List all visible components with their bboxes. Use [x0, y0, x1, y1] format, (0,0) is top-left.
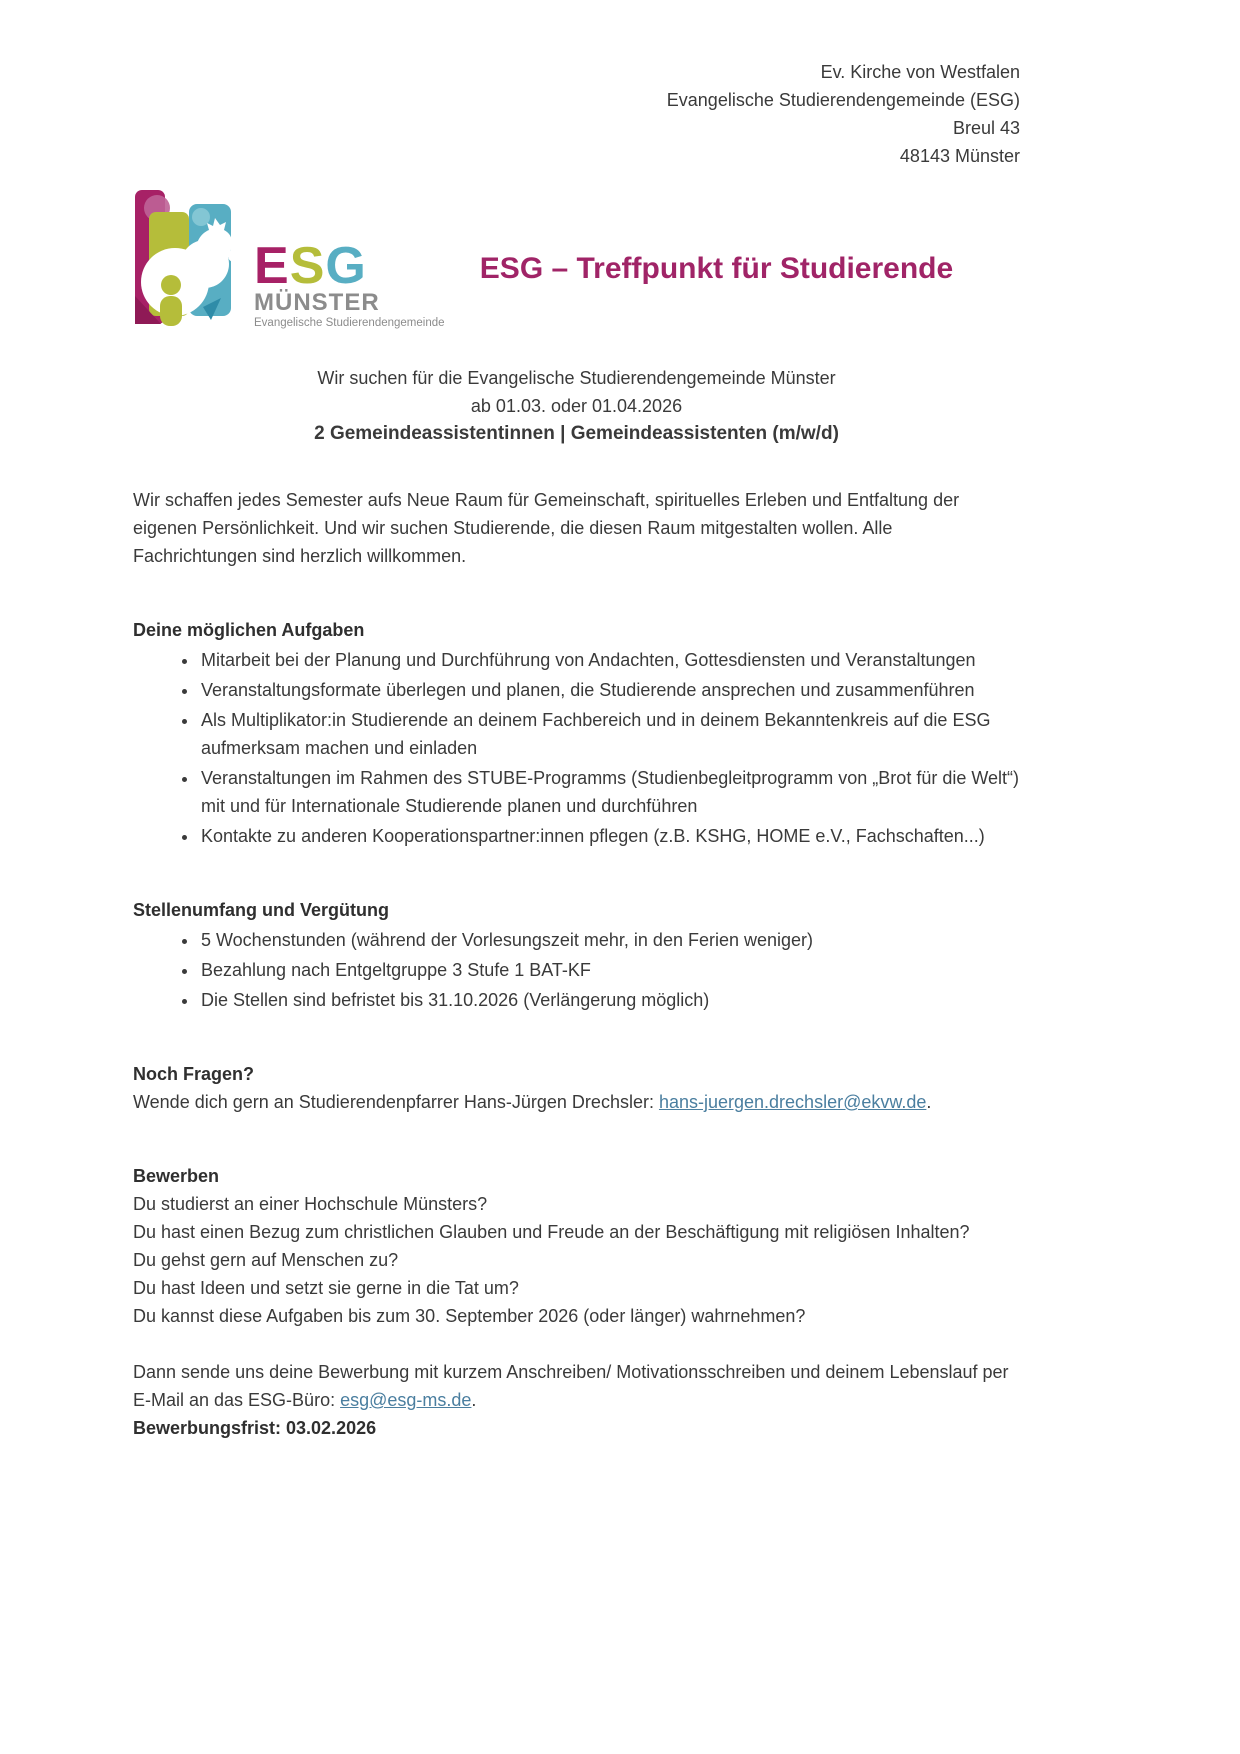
address-line: Breul 43 — [952, 118, 1020, 138]
contact-text-end: . — [926, 1092, 932, 1112]
task-item: • Als Multiplikator:in Studierende an deinem Fachbereich und in deinem Bekanntenkreis auf die ESG aufmerksam machen und einladen — [199, 706, 1020, 762]
apply-questions — [133, 1190, 1020, 1330]
task-item: • Kontakte zu anderen Kooperationspartner:innen pflegen (z.B. KSHG, HOME e.V., Fachschaften...) — [199, 822, 1020, 850]
task-item: • Veranstaltungen im Rahmen des STUBE-Programms (Studienbegleitprogramm von „Brot für die Welt“) mit und für Internationale Studierende planen und durchführen — [199, 764, 1020, 820]
tasks-list — [133, 646, 1020, 850]
task-item: • Mitarbeit bei der Planung und Durchführung von Andachten, Gottesdiensten und Veranstaltungen — [199, 646, 1020, 674]
apply-question-line: Du gehst gern auf Menschen zu? — [133, 1250, 399, 1270]
page-title: ESG – Treffpunkt für Studierende — [479, 252, 954, 285]
closing-text: Dann sende uns deine Bewerbung mit kurzem Anschreiben/ Motivationsschreiben und deinem Lebenslauf per E-Mail an das ESG-Büro: — [133, 1362, 1009, 1410]
esg-logo — [133, 180, 445, 332]
logo-letter-g: G — [325, 237, 367, 295]
address-line: Evangelische Studierendengemeinde (ESG) — [666, 90, 1020, 110]
closing-paragraph — [133, 1358, 1020, 1414]
logo-city: MÜNSTER — [254, 289, 380, 316]
logo-title-row — [133, 180, 1020, 332]
scope-item: • 5 Wochenstunden (während der Vorlesungszeit mehr, in den Ferien weniger) — [199, 926, 1020, 954]
contact-email-link[interactable]: hans-juergen.drechsler@ekvw.de — [658, 1092, 927, 1112]
scope-item: • Bezahlung nach Entgeltgruppe 3 Stufe 1 BAT-KF — [199, 956, 1020, 984]
logo-letter-e: E — [254, 237, 290, 295]
address-line: Ev. Kirche von Westfalen — [820, 62, 1020, 82]
logo-tagline: Evangelische Studierendengemeinde — [254, 317, 445, 329]
apply-question-line: Du hast einen Bezug zum christlichen Glauben und Freude an der Beschäftigung mit religiösen Inhalten? — [133, 1222, 970, 1242]
logo-letter-s: S — [289, 237, 326, 295]
intro-block — [133, 364, 1020, 448]
contact-line — [133, 1088, 1020, 1116]
about-paragraph: Wir schaffen jedes Semester aufs Neue Raum für Gemeinschaft, spirituelles Erleben und Entfaltung der eigenen Persönlichkeit. Und wir suchen Studierende, die diesen Raum mitgestalten wollen. Alle Fachrichtungen sind herzlich willkommen. — [133, 490, 960, 566]
intro-line-2: ab 01.03. oder 01.04.2026 — [470, 396, 683, 416]
intro-position-title: 2 Gemeindeassistentinnen | Gemeindeassistenten (m/w/d) — [314, 423, 839, 444]
application-deadline: Bewerbungsfrist: 03.02.2026 — [133, 1418, 377, 1438]
apply-question-line: Du hast Ideen und setzt sie gerne in die Tat um? — [133, 1278, 519, 1298]
questions-heading: Noch Fragen? — [133, 1064, 255, 1084]
address-line: 48143 Münster — [899, 146, 1020, 166]
apply-heading: Bewerben — [133, 1166, 220, 1186]
scope-heading: Stellenumfang und Vergütung — [133, 900, 389, 920]
scope-list — [133, 926, 1020, 1014]
task-item: • Veranstaltungsformate überlegen und planen, die Studierende ansprechen und zusammenführen — [199, 676, 1020, 704]
sender-address-block — [133, 58, 1020, 170]
esg-logo-mark-icon — [133, 182, 248, 332]
closing-text-end: . — [471, 1390, 477, 1410]
apply-question-line: Du kannst diese Aufgaben bis zum 30. September 2026 (oder länger) wahrnehmen? — [133, 1306, 806, 1326]
apply-question-line: Du studierst an einer Hochschule Münsters? — [133, 1194, 488, 1214]
application-email-link[interactable]: esg@esg-ms.de — [340, 1390, 472, 1410]
contact-text: Wende dich gern an Studierendenpfarrer Hans-Jürgen Drechsler: — [133, 1092, 659, 1112]
scope-item: • Die Stellen sind befristet bis 31.10.2026 (Verlängerung möglich) — [199, 986, 1020, 1014]
intro-line-1: Wir suchen für die Evangelische Studierendengemeinde Münster — [317, 368, 836, 388]
tasks-heading: Deine möglichen Aufgaben — [133, 620, 365, 640]
